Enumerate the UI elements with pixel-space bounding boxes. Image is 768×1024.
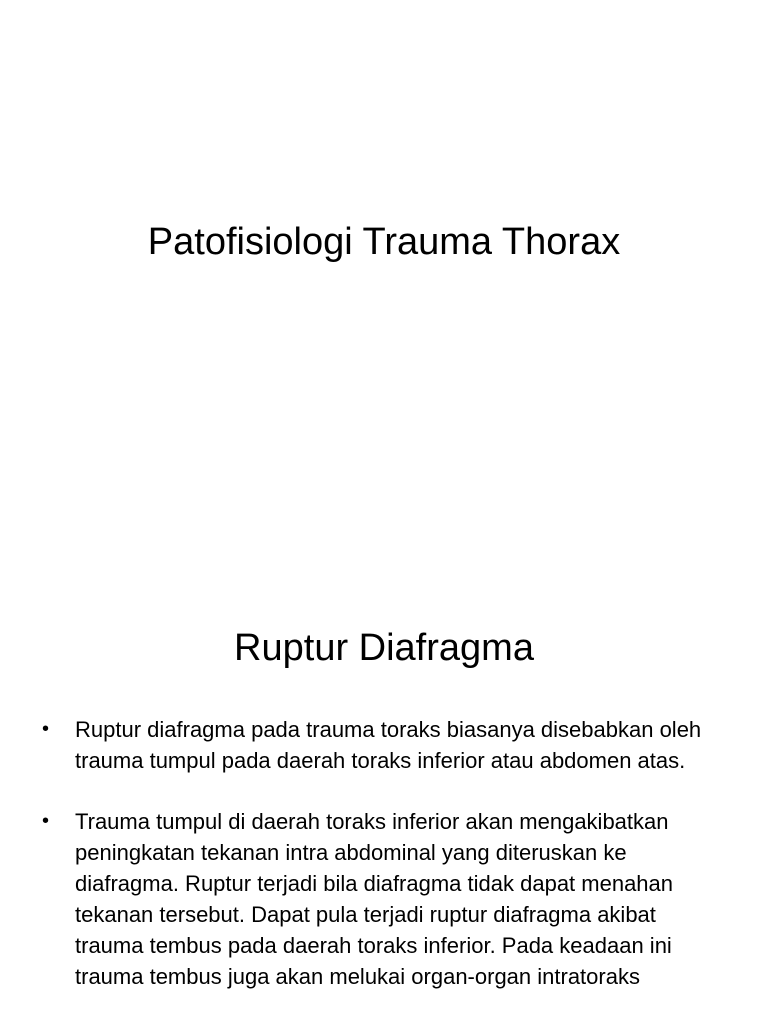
bullet-dot-icon: •: [42, 718, 50, 740]
bullet-item: [40, 806, 730, 992]
slide-1-title: Patofisiologi Trauma Thorax: [147, 221, 621, 263]
bullet-list: [40, 714, 730, 1022]
slide-2-title: Ruptur Diafragma: [234, 627, 534, 669]
bullet-text: Trauma tumpul di daerah toraks inferior akan mengakibatkan peningkatan tekanan intra abdominal yang diteruskan ke diafragma. Ruptur terjadi bila diafragma tidak dapat menahan tekanan tersebut. Dapat pula terjadi ruptur diafragma akibat trauma tembus pada daerah toraks inferior. Pada keadaan ini trauma tembus juga akan melukai organ-organ intratoraks: [75, 809, 674, 989]
bullet-dot-icon: •: [42, 810, 50, 832]
slide-2: [0, 576, 768, 1024]
bullet-item: [40, 714, 730, 776]
bullet-text: Ruptur diafragma pada trauma toraks biasanya disebabkan oleh trauma tumpul pada daerah toraks inferior atau abdomen atas.: [75, 717, 702, 773]
